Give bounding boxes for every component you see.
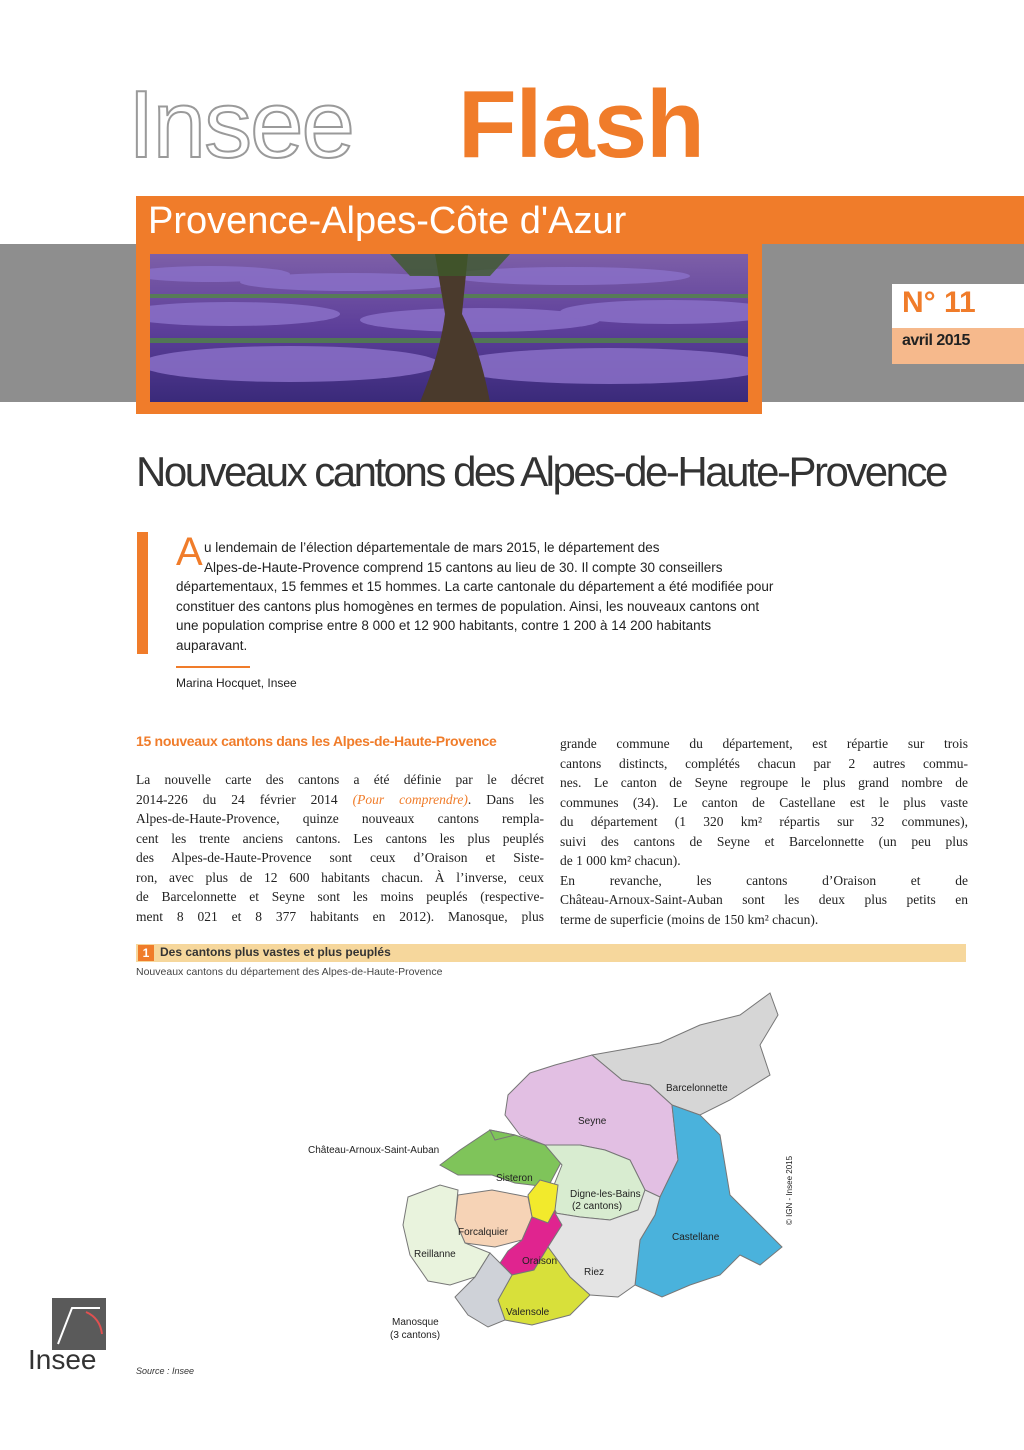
label-seyne: Seyne [578, 1116, 607, 1127]
body-line: cent les trente anciens cantons. Les cantons les plus peuplés [136, 830, 544, 846]
body-line: La nouvelle carte des cantons a été définie par le décret [136, 772, 544, 787]
figure-title: Des cantons plus vastes et plus peuplés [160, 945, 391, 959]
intro-paragraph [176, 538, 876, 655]
label-digne-count: (2 cantons) [572, 1201, 623, 1212]
canton-forcalquier[interactable] [455, 1190, 532, 1247]
figure-number: 1 [138, 945, 154, 961]
body-line: grande commune du département, est répartie sur trois [560, 736, 968, 751]
body-line: communes (34). Le canton de Castellane est le plus vaste [560, 794, 968, 810]
map-copyright: © IGN - Insee 2015 [785, 1155, 794, 1225]
body-line: En revanche, les cantons d’Oraison et de [560, 872, 968, 888]
intro-accent-bar [137, 532, 148, 654]
body-line: nes. Le canton de Seyne regroupe le plus grand nombre de [560, 775, 968, 790]
intro-dropcap: A [176, 530, 203, 574]
body-text: . Dans les [467, 791, 544, 807]
intro-line: constituer des cantons plus homogènes en termes de population. Ainsi, les nouveaux cantons ont [176, 598, 760, 614]
body-line: de Barcelonnette et Seyne sont les moins peuplés (respective- [136, 889, 544, 904]
insee-logo-text: Insee [28, 1344, 97, 1375]
figure-source: Source : Insee [136, 1366, 195, 1376]
label-sisteron: Sisteron [496, 1173, 533, 1184]
label-manosque-count: (3 cantons) [390, 1330, 441, 1341]
intro-line: Alpes-de-Haute-Provence comprend 15 cantons au lieu de 30. Il compte 30 conseillers [204, 559, 723, 575]
author: Marina Hocquet, Insee [176, 676, 297, 690]
body-column-1 [136, 770, 544, 926]
body-line: suivi des cantons de Seyne et Barcelonnette (un peu plus [560, 833, 968, 849]
insee-logo-icon [52, 1298, 106, 1350]
article-title: Nouveaux cantons des Alpes-de-Haute-Provence [136, 448, 946, 495]
region-title: Provence-Alpes-Côte d'Azur [148, 200, 627, 242]
intro-line: auparavant. [176, 637, 248, 653]
label-reillanne: Reillanne [414, 1249, 456, 1260]
label-riez: Riez [584, 1267, 605, 1278]
label-oraison: Oraison [522, 1256, 558, 1267]
brand-insee: Insee [128, 71, 353, 178]
label-chateau-arnoux: Château-Arnoux-Saint-Auban [308, 1145, 440, 1156]
body-line: de 1 000 km² chacun). [560, 853, 681, 868]
body-text: 2014-226 du 24 février 2014 [136, 791, 353, 807]
brand-flash: Flash [458, 71, 704, 178]
label-forcalquier: Forcalquier [458, 1227, 509, 1238]
section-title: 15 nouveaux cantons dans les Alpes-de-Haute-Provence [136, 733, 497, 749]
body-line: Château-Arnoux-Saint-Auban sont les deux plus petits en [560, 892, 968, 907]
body-column-2 [560, 734, 968, 929]
body-line: des Alpes-de-Haute-Provence sont ceux d’Oraison et Siste- [136, 850, 544, 865]
pour-comprendre-link[interactable]: (Pour comprendre) [352, 791, 468, 807]
body-line: Alpes-de-Haute-Provence, quinze nouveaux cantons rempla- [136, 811, 544, 826]
body-line: terme de superficie (moins de 150 km² chacun). [560, 911, 819, 927]
lavender-photo [150, 254, 748, 402]
label-digne: Digne-les-Bains [570, 1189, 641, 1200]
body-line: ron, avec plus de 12 600 habitants chacun. À l’inverse, ceux [136, 869, 544, 885]
body-line-with-link [136, 790, 544, 810]
body-line: du département (1 320 km² répartis sur 32 communes), [560, 814, 968, 829]
canton-map [300, 985, 820, 1355]
author-divider [176, 666, 250, 668]
body-line: ment 8 021 et 8 377 habitants en 2012). Manosque, plus [136, 908, 544, 924]
intro-line: u lendemain de l’élection départementale de mars 2015, le département des [204, 540, 660, 555]
body-line: cantons distincts, complétés chacun par 2 autres commu- [560, 755, 968, 771]
intro-line: une population comprise entre 8 000 et 12 900 habitants, contre 1 200 à 14 200 habitants [176, 618, 712, 633]
label-barcelonnette: Barcelonnette [666, 1083, 728, 1094]
label-castellane: Castellane [672, 1232, 720, 1243]
figure-subtitle: Nouveaux cantons du département des Alpes-de-Haute-Provence [136, 966, 443, 978]
label-manosque: Manosque [392, 1317, 439, 1328]
label-valensole: Valensole [506, 1307, 550, 1318]
issue-date: avril 2015 [902, 332, 970, 349]
issue-number: N° 11 [902, 286, 976, 319]
intro-line: départementaux, 15 femmes et 15 hommes. La carte cantonale du département a été modifiée pour [176, 579, 774, 594]
